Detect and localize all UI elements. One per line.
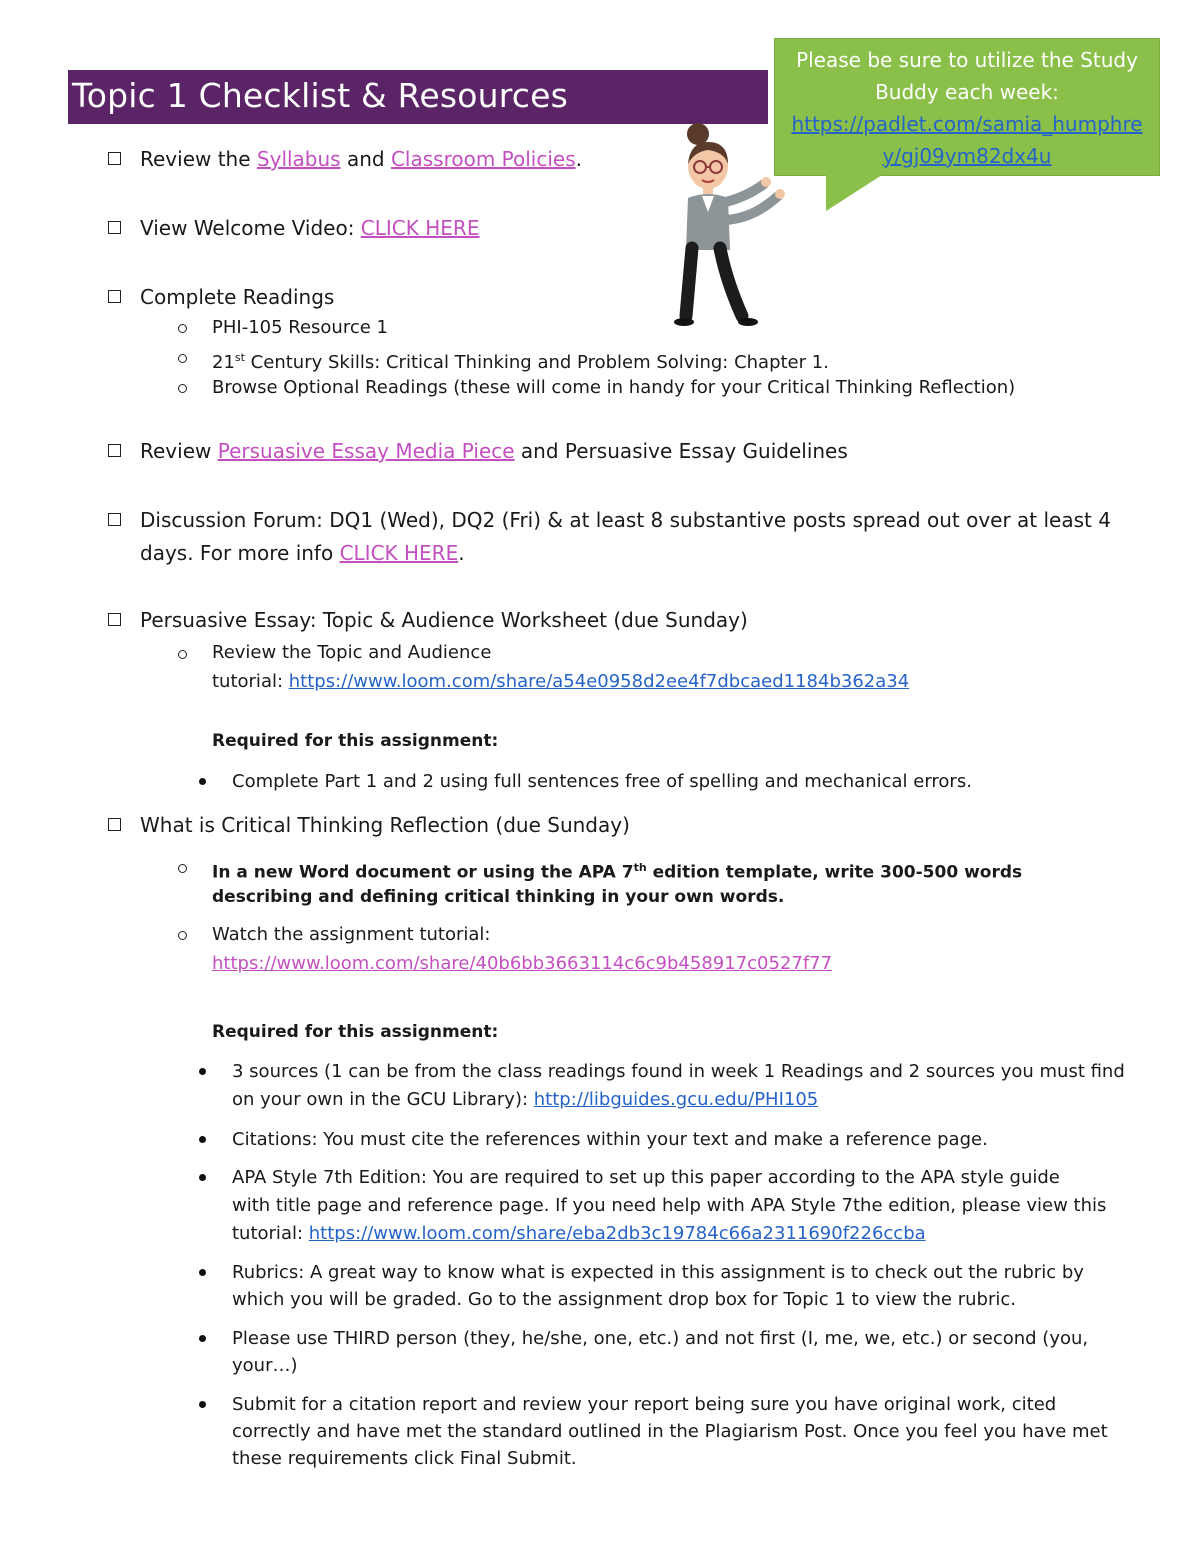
checkbox-welcome-video[interactable]	[108, 221, 121, 234]
reflection-b5-line2: your…)	[232, 1355, 298, 1376]
syllabus-mid: and	[340, 147, 391, 171]
reading-21: 21	[212, 352, 235, 373]
worksheet-sub-line1: Review the Topic and Audience	[212, 642, 492, 663]
welcome-video-link[interactable]: CLICK HERE	[360, 216, 480, 240]
teacher-avatar-illustration	[668, 120, 796, 330]
reflection-sub2-line1: Watch the assignment tutorial:	[212, 924, 491, 945]
reflection-sup: th	[633, 861, 647, 874]
reflection-b6-line1: Submit for a citation report and review your report being sure you have original work, cited	[232, 1394, 1057, 1415]
callout-tail	[826, 175, 882, 211]
item-welcome-video	[140, 213, 479, 243]
checkbox-syllabus[interactable]	[108, 152, 121, 165]
reflection-sub1-line2: describing and defining critical thinking in your own words.	[212, 887, 785, 907]
reflection-required-heading: Required for this assignment:	[212, 1022, 499, 1042]
syllabus-prefix: Review the	[140, 147, 257, 171]
worksheet-tutorial-link[interactable]: https://www.loom.com/share/a54e0958d2ee4f7dbcaed1184b362a34	[288, 671, 910, 692]
reading-21st-century	[212, 344, 829, 377]
reflection-b1-line2	[232, 1086, 818, 1114]
reflection-b3-line3	[232, 1220, 926, 1248]
checkbox-discussion[interactable]	[108, 513, 121, 526]
item-syllabus	[140, 144, 582, 174]
item-persuasive-review	[140, 436, 848, 466]
reflection-tutorial-link[interactable]: https://www.loom.com/share/40b6bb3663114c6c9b458917c0527f77	[212, 953, 833, 974]
reflection-instruction-b: edition template, write 300-500 words	[646, 862, 1023, 883]
library-prefix: on your own in the GCU Library):	[232, 1089, 534, 1110]
worksheet-label: Persuasive Essay: Topic & Audience Worksheet (due Sunday)	[140, 608, 748, 632]
sub-bullet-ring	[178, 354, 187, 363]
reading-resource-1: PHI-105 Resource 1	[212, 317, 388, 338]
persuasive-review-suffix: and Persuasive Essay Guidelines	[514, 439, 848, 463]
discussion-suffix: .	[458, 541, 465, 565]
reflection-b5-line1: Please use THIRD person (they, he/she, one, etc.) and not first (I, me, we, etc.) or second (you,	[232, 1328, 1089, 1349]
worksheet-sub-line2	[212, 668, 909, 696]
checkbox-readings[interactable]	[108, 290, 121, 303]
checkbox-worksheet[interactable]	[108, 613, 121, 626]
page-title: Topic 1 Checklist & Resources	[72, 76, 568, 115]
discussion-line1: Discussion Forum: DQ1 (Wed), DQ2 (Fri) & at least 8 substantive posts spread out over at least 4	[140, 508, 1111, 532]
reflection-b3-line2: with title page and reference page. If you need help with APA Style 7the edition, please view this	[232, 1195, 1107, 1216]
bullet-dot	[199, 1174, 206, 1181]
gcu-library-link[interactable]: http://libguides.gcu.edu/PHI105	[533, 1089, 819, 1110]
study-buddy-message: Please be sure to utilize the Study Buddy each week:	[796, 48, 1138, 104]
reflection-sub2-line2	[212, 950, 832, 978]
welcome-prefix: View Welcome Video:	[140, 216, 361, 240]
bullet-dot	[199, 1068, 206, 1075]
sub-bullet-ring	[178, 384, 187, 393]
study-buddy-text	[776, 44, 1158, 172]
syllabus-link[interactable]: Syllabus	[256, 147, 341, 171]
reflection-b2: Citations: You must cite the references within your text and make a reference page.	[232, 1129, 988, 1150]
checkbox-reflection[interactable]	[108, 818, 121, 831]
worksheet-required-heading: Required for this assignment:	[212, 731, 499, 751]
discussion-line2	[140, 538, 465, 568]
sub-bullet-ring	[178, 864, 187, 873]
sub-bullet-ring	[178, 324, 187, 333]
sub-bullet-ring	[178, 650, 187, 659]
item-readings-label: Complete Readings	[140, 285, 335, 309]
reflection-b6-line3: these requirements click Final Submit.	[232, 1448, 577, 1469]
bullet-dot	[199, 1136, 206, 1143]
worksheet-tutorial-prefix: tutorial:	[212, 671, 289, 692]
reflection-b3-line1: APA Style 7th Edition: You are required to set up this paper according to the APA style guide	[232, 1167, 1060, 1188]
worksheet-bullet-1: Complete Part 1 and 2 using full sentences free of spelling and mechanical errors.	[232, 771, 972, 792]
apa-tutorial-prefix: tutorial:	[232, 1223, 309, 1244]
bullet-dot	[199, 1269, 206, 1276]
checkbox-persuasive-review[interactable]	[108, 444, 121, 457]
reflection-b4-line1: Rubrics: A great way to know what is expected in this assignment is to check out the rubric by	[232, 1262, 1084, 1283]
persuasive-media-link[interactable]: Persuasive Essay Media Piece	[217, 439, 515, 463]
reading-21-rest: Century Skills: Critical Thinking and Problem Solving: Chapter 1.	[244, 352, 829, 373]
reading-sup: st	[234, 351, 245, 364]
reading-optional: Browse Optional Readings (these will come in handy for your Critical Thinking Reflection)	[212, 377, 1016, 398]
bullet-dot	[199, 778, 206, 785]
discussion-line2-text: days. For more info	[140, 541, 340, 565]
reflection-b6-line2: correctly and have met the standard outlined in the Plagiarism Post. Once you feel you have met	[232, 1421, 1108, 1442]
persuasive-review-prefix: Review	[140, 439, 218, 463]
classroom-policies-link[interactable]: Classroom Policies	[390, 147, 576, 171]
padlet-link[interactable]: https://padlet.com/samia_humphrey/gj09ym82dx4u	[791, 112, 1143, 168]
reflection-b1-line1: 3 sources (1 can be from the class readings found in week 1 Readings and 2 sources you must find	[232, 1061, 1125, 1082]
sub-bullet-ring	[178, 931, 187, 940]
reflection-sub1-line1	[212, 854, 1022, 887]
apa-tutorial-link[interactable]: https://www.loom.com/share/eba2db3c19784c66a2311690f226ccba	[308, 1223, 926, 1244]
bullet-dot	[199, 1401, 206, 1408]
reflection-instruction-a: In a new Word document or using the APA 7	[212, 862, 634, 883]
bullet-dot	[199, 1335, 206, 1342]
syllabus-suffix: .	[575, 147, 582, 171]
discussion-info-link[interactable]: CLICK HERE	[339, 541, 459, 565]
reflection-b4-line2: which you will be graded. Go to the assignment drop box for Topic 1 to view the rubric.	[232, 1289, 1016, 1310]
reflection-label: What is Critical Thinking Reflection (due Sunday)	[140, 813, 630, 837]
